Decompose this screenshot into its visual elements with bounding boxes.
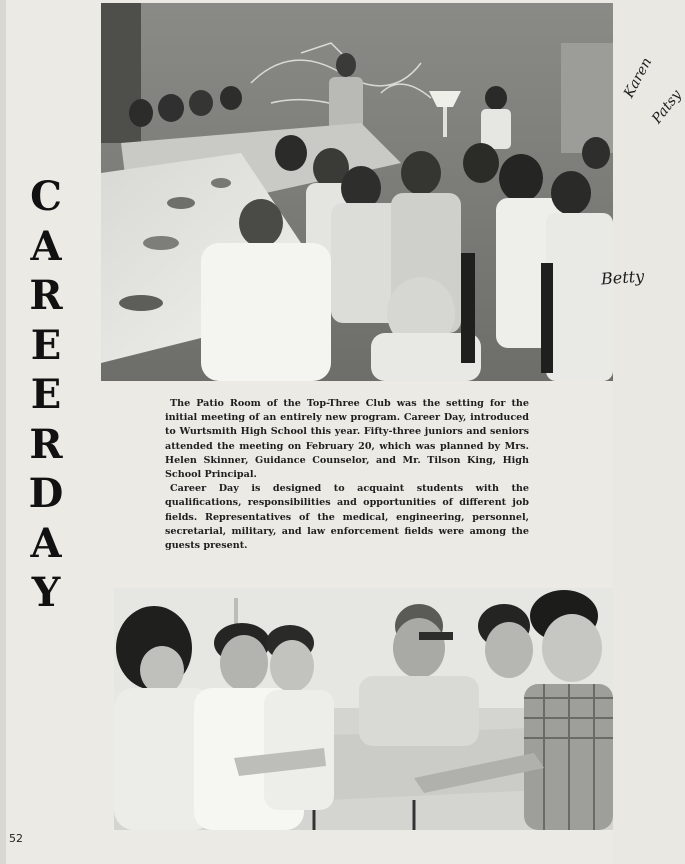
handwritten-signature: Patsy — [649, 87, 685, 127]
page-gutter — [0, 0, 6, 864]
meeting-photo-image — [101, 3, 613, 381]
article-paragraph: Career Day is designed to acquaint students with the qualifications, responsibilities and opportunities of different job fields. Representatives of the medical, engineering, personnel, secretarial, military, and law enforcement fields were among the guests present. — [165, 483, 529, 552]
discussion-photo-image — [114, 588, 613, 830]
title-letter: C — [30, 173, 62, 220]
meeting-photo — [101, 3, 685, 381]
article-paragraph: The Patio Room of the Top-Three Club was the setting for the initial meeting of an entirely new program. Career Day, introduced to Wurtsmith High School this year. Fifty-three juniors and seniors attended the meeting on February 20, which was planned by Mrs. Helen Skinner, Guidance Counselor, and Mr. Tilson King, High School Principal. — [165, 398, 529, 481]
vertical-title — [22, 172, 70, 618]
title-letter: Y — [31, 569, 61, 616]
title-letter: E — [30, 371, 62, 418]
article-text — [165, 397, 529, 553]
handwritten-signature: Betty — [600, 266, 645, 289]
title-letter: D — [28, 470, 64, 517]
handwritten-signature: Karen — [621, 55, 656, 101]
title-letter: R — [29, 272, 63, 319]
title-letter: R — [29, 420, 63, 468]
page-number: 52 — [9, 832, 23, 845]
title-letter: A — [30, 222, 62, 270]
discussion-photo — [114, 588, 613, 830]
title-letter: E — [30, 321, 62, 369]
title-letter: A — [30, 519, 62, 567]
